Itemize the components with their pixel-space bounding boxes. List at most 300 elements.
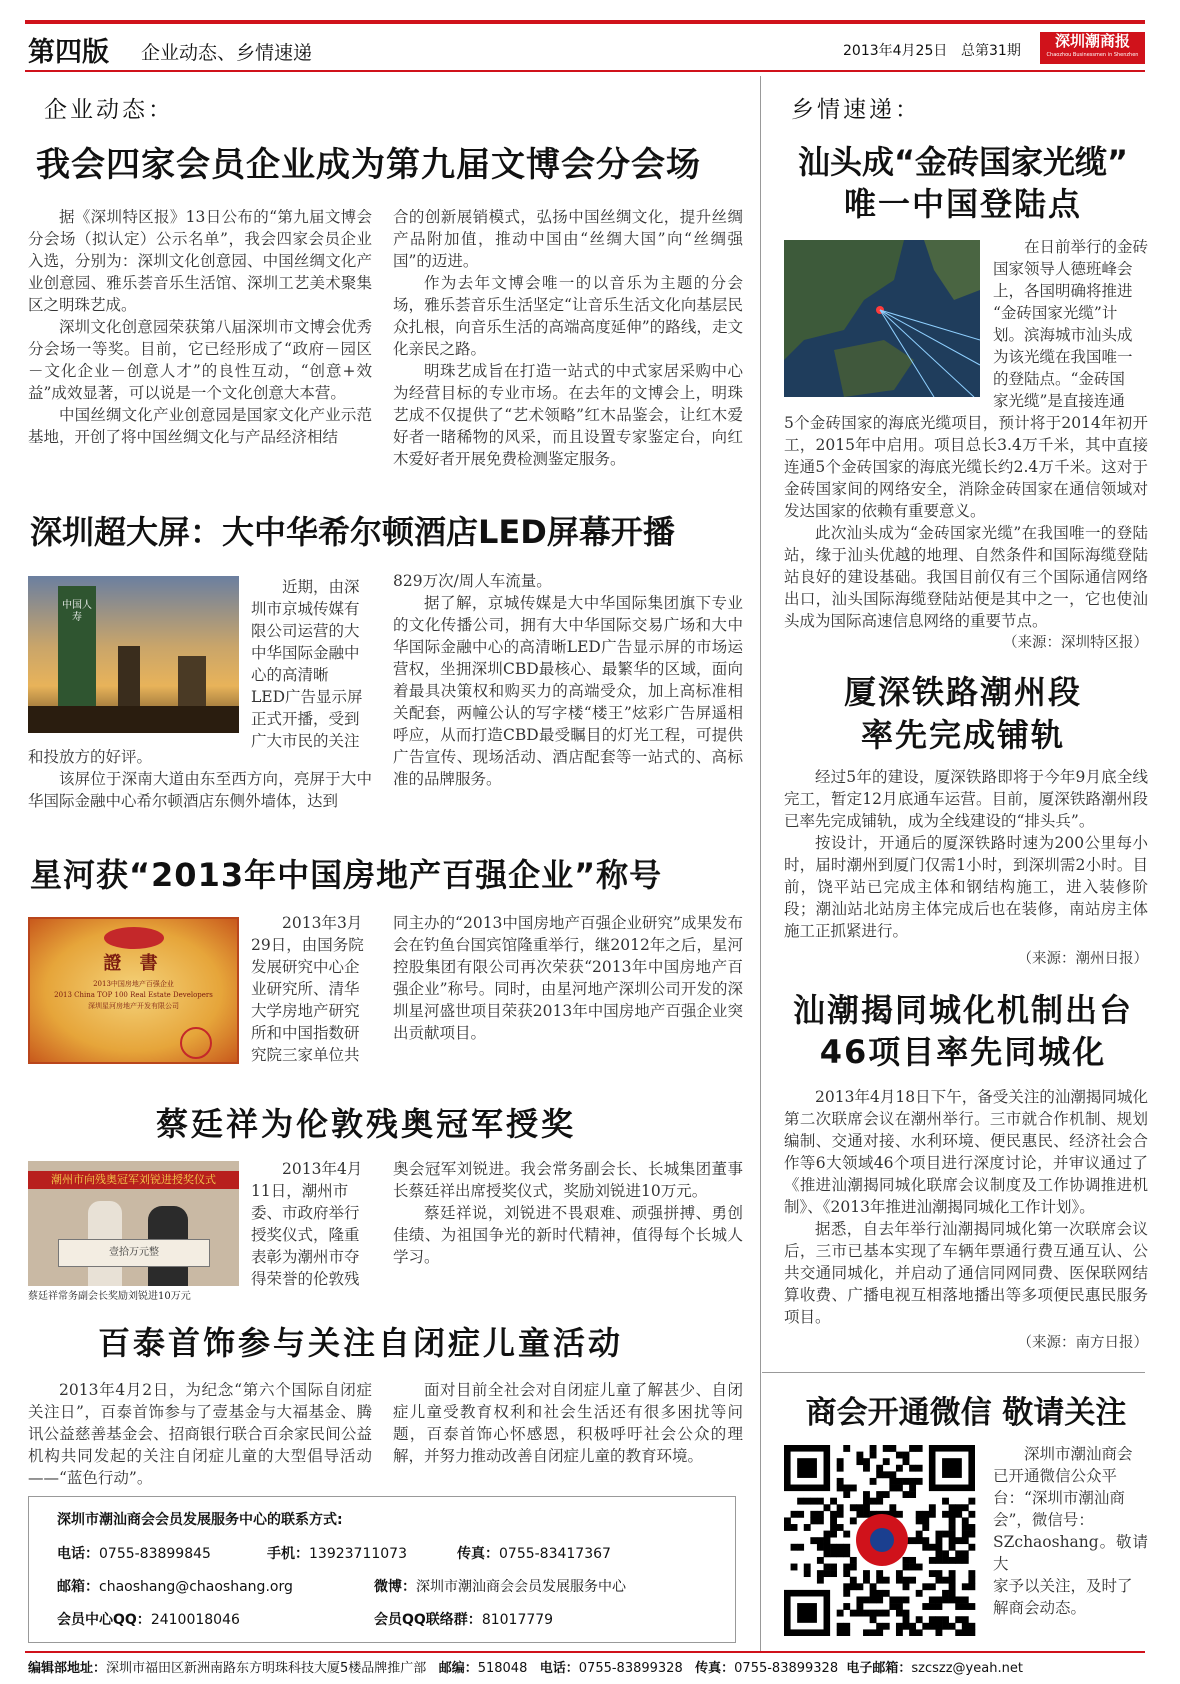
fax-value: 0755-83417367 bbox=[499, 1546, 611, 1562]
label: 电话： bbox=[539, 1661, 579, 1676]
qr-module bbox=[876, 1629, 883, 1636]
qr-module bbox=[889, 1596, 896, 1603]
paragraph: 据《深圳特区报》13日公布的“第九届文博会分会场（拟认定）公示名单”，我会四家会员企业入选，分别为：深圳文化创意园、中国丝绸文化产业创意园、雅乐荟音乐生活馆、深圳工艺美术聚集区之明珠艺成。 bbox=[28, 208, 372, 314]
qr-module bbox=[863, 1491, 870, 1498]
award-photo bbox=[28, 1161, 239, 1286]
qr-module bbox=[935, 1570, 942, 1577]
line: 29日，由国务院 bbox=[251, 936, 364, 954]
qr-module bbox=[968, 1583, 975, 1590]
qr-module bbox=[909, 1537, 916, 1544]
qr-module bbox=[876, 1623, 883, 1630]
qr-module bbox=[909, 1564, 916, 1571]
qr-module bbox=[843, 1485, 850, 1492]
footer-phone: 0755-83899328 bbox=[578, 1661, 683, 1676]
footer-bar bbox=[28, 1657, 1023, 1676]
r1-body bbox=[784, 412, 1148, 654]
line: 广大市民的关注 bbox=[251, 732, 360, 750]
qr-module bbox=[837, 1485, 844, 1492]
qr-module bbox=[903, 1491, 910, 1498]
qr-module bbox=[830, 1544, 837, 1551]
qr-module bbox=[909, 1465, 916, 1472]
qr-module bbox=[850, 1583, 857, 1590]
article3-title: 星河获“2013年中国房地产百强企业”称号 bbox=[30, 856, 663, 894]
line: 限公司运营的大 bbox=[251, 622, 360, 640]
qr-module bbox=[830, 1550, 837, 1557]
qr-module bbox=[876, 1577, 883, 1584]
qr-module bbox=[903, 1577, 910, 1584]
label: 电话： bbox=[57, 1546, 99, 1562]
paragraph: 据了解，京城传媒是大中华国际集团旗下专业的文化传播公司，拥有大中华国际交易广场和大中华国际金融中心的高清晰LED广告显示屏的市场运营权，坐拥深圳CBD最核心、最繁华的区域，面向着最具决策权和购买力的高端受众，加上高标准相关配套，两幢公认的写字楼“楼王”炫彩广告屏遥相呼应，从而打造CBD最受瞩目的灯光工程，可提供广告宣传、现场活动、酒店配套等一站式的、高标准的品牌服务。 bbox=[393, 594, 743, 788]
qr-module bbox=[863, 1458, 870, 1465]
article1-col2 bbox=[393, 206, 743, 470]
qr-module bbox=[916, 1511, 923, 1518]
qr-module bbox=[935, 1629, 942, 1636]
qr-module bbox=[804, 1498, 811, 1505]
qr-module bbox=[797, 1544, 804, 1551]
r1-source: （来源：深圳特区报） bbox=[1003, 635, 1148, 651]
qr-module bbox=[817, 1517, 824, 1524]
qr-module bbox=[896, 1610, 903, 1617]
qr-module bbox=[962, 1524, 969, 1531]
qr-module bbox=[949, 1596, 956, 1603]
qr-module bbox=[883, 1577, 890, 1584]
emblem-icon bbox=[104, 927, 164, 949]
qr-module bbox=[942, 1557, 949, 1564]
qr-module bbox=[949, 1557, 956, 1564]
award-banner: 潮州市向残奥冠军刘锐进授奖仪式 bbox=[28, 1171, 239, 1189]
line: 和投放方的好评。 bbox=[28, 748, 153, 766]
qr-module bbox=[942, 1577, 949, 1584]
email-link[interactable]: chaoshang@chaoshang.org bbox=[99, 1579, 293, 1595]
qr-module bbox=[889, 1478, 896, 1485]
line: 2013年4月 bbox=[282, 1160, 363, 1178]
line: 台：“深圳市潮汕商 bbox=[993, 1489, 1125, 1507]
certificate-photo bbox=[28, 917, 239, 1064]
qr-module bbox=[896, 1596, 903, 1603]
qr-module bbox=[955, 1629, 962, 1636]
qr-module bbox=[876, 1570, 883, 1577]
qr-module bbox=[903, 1564, 910, 1571]
qr-module bbox=[850, 1504, 857, 1511]
contact-email bbox=[57, 1576, 293, 1596]
logo-text: 深圳潮商报 bbox=[1054, 32, 1130, 50]
masthead-bottom-rule bbox=[25, 70, 1145, 72]
qr-module bbox=[935, 1623, 942, 1630]
qr-module bbox=[929, 1544, 936, 1551]
qr-module bbox=[824, 1544, 831, 1551]
label: 手机： bbox=[267, 1546, 309, 1562]
qr-module bbox=[896, 1485, 903, 1492]
article2-col2 bbox=[393, 570, 743, 790]
weibo-value: 深圳市潮汕商会会员发展服务中心 bbox=[416, 1579, 626, 1595]
qr-module bbox=[837, 1458, 844, 1465]
qr-module bbox=[903, 1583, 910, 1590]
qr-module bbox=[968, 1511, 975, 1518]
top-red-rule bbox=[25, 20, 1145, 24]
qr-module bbox=[863, 1610, 870, 1617]
paragraph: 蔡廷祥说，刘锐进不畏艰难、顽强拼搏、勇创佳绩、为祖国争光的新时代精神，值得每个长城人学习。 bbox=[393, 1204, 743, 1266]
qr-module bbox=[843, 1629, 850, 1636]
qr-module bbox=[830, 1531, 837, 1538]
qr-module bbox=[824, 1537, 831, 1544]
r3-body bbox=[784, 1086, 1148, 1354]
qr-module bbox=[968, 1498, 975, 1505]
certificate-line: 2013 China TOP 100 Real Estate Developers bbox=[54, 991, 213, 999]
qr-module bbox=[837, 1623, 844, 1630]
line: 已开通微信公众平 bbox=[993, 1467, 1118, 1485]
wechat-divider bbox=[762, 1372, 1145, 1373]
paragraph: 2013年4月18日下午，备受关注的汕潮揭同城化第二次联席会议在潮州举行。三市就合作机制、规划编制、交通对接、水利环境、便民惠民、经济社会合作等6大领域46个项目进行深度讨论，并审议通过了《推进汕潮揭同城化联席会议制度及工作协调推进机制》、《2013年推进汕潮揭同城化工作计划》。 bbox=[784, 1088, 1148, 1216]
qr-module bbox=[896, 1623, 903, 1630]
qr-module bbox=[935, 1557, 942, 1564]
qr-module bbox=[949, 1524, 956, 1531]
qr-module bbox=[916, 1629, 923, 1636]
certificate-line: 2013中国房地产百强企业 bbox=[93, 980, 174, 988]
qr-module bbox=[955, 1511, 962, 1518]
qr-module bbox=[817, 1498, 824, 1505]
qr-module bbox=[797, 1511, 804, 1518]
qr-module bbox=[791, 1524, 798, 1531]
qr-module bbox=[942, 1590, 949, 1597]
qr-module bbox=[830, 1517, 837, 1524]
qr-module bbox=[916, 1478, 923, 1485]
qr-module bbox=[922, 1524, 929, 1531]
qr-module bbox=[870, 1629, 877, 1636]
award-photo-caption: 蔡廷祥常务副会长奖励刘锐进10万元 bbox=[28, 1291, 191, 1302]
paragraph: 此次汕头成为“金砖国家光缆”在我国唯一的登陆站，缘于汕头优越的地理、自然条件和国际海缆登陆站良好的建设基础。我国目前仅有三个国际通信网络出口，汕头国际海缆登陆站便是其中之一，它也使汕头成为国际高速信息网络的重要节点。 bbox=[784, 524, 1148, 630]
hilton-led-photo bbox=[28, 576, 239, 733]
seal-icon bbox=[180, 1027, 212, 1059]
qr-module bbox=[850, 1517, 857, 1524]
contact-qq-group bbox=[374, 1609, 553, 1629]
qr-module bbox=[949, 1537, 956, 1544]
line: 会”，微信号： bbox=[993, 1511, 1094, 1529]
column-divider bbox=[760, 76, 761, 1651]
qr-module bbox=[968, 1570, 975, 1577]
paragraph: 深圳文化创意园荣获第八届深圳市文博会优秀分会场一等奖。目前，它已经形成了“政府－园区－文化企业－创意人才”的良性互动，“创意+效益”成效显著，可以说是一个文化创意大本营。 bbox=[28, 318, 372, 402]
qr-module bbox=[909, 1629, 916, 1636]
line: 解商会动态。 bbox=[993, 1599, 1087, 1617]
contact-fax bbox=[457, 1543, 611, 1563]
qr-module bbox=[962, 1550, 969, 1557]
article1-col1 bbox=[28, 206, 372, 448]
qr-module bbox=[955, 1596, 962, 1603]
qr-module bbox=[837, 1550, 844, 1557]
r4-wrap-text bbox=[993, 1443, 1148, 1619]
label: 传真： bbox=[695, 1661, 735, 1676]
qr-module bbox=[922, 1511, 929, 1518]
qr-module bbox=[843, 1603, 850, 1610]
qr-module bbox=[863, 1511, 870, 1518]
qr-module bbox=[949, 1531, 956, 1538]
qr-module bbox=[856, 1596, 863, 1603]
article3-col2 bbox=[393, 912, 743, 1044]
r3-title-line2: 46项目率先同城化 bbox=[819, 1033, 1107, 1071]
qr-module bbox=[942, 1531, 949, 1538]
qr-module bbox=[856, 1452, 863, 1459]
qr-module bbox=[922, 1583, 929, 1590]
qr-module bbox=[830, 1524, 837, 1531]
footer-address: 深圳市福田区新洲南路东方明珠科技大厦5楼品牌推广部 bbox=[106, 1661, 427, 1676]
line: 得荣誉的伦敦残 bbox=[251, 1270, 360, 1288]
paragraph: 中国丝绸文化产业创意园是国家文化产业示范基地，开创了将中国丝绸文化与产品经济相结 bbox=[28, 406, 372, 446]
qr-module bbox=[903, 1458, 910, 1465]
qr-module bbox=[784, 1524, 791, 1531]
label: 传真： bbox=[457, 1546, 499, 1562]
qr-module bbox=[856, 1610, 863, 1617]
qr-module bbox=[837, 1504, 844, 1511]
qr-module bbox=[889, 1471, 896, 1478]
line: 业研究所、清华 bbox=[251, 980, 360, 998]
qr-module bbox=[916, 1590, 923, 1597]
qr-module bbox=[896, 1570, 903, 1577]
satellite-map-graphic bbox=[784, 240, 980, 397]
qr-module bbox=[824, 1570, 831, 1577]
qr-module bbox=[962, 1537, 969, 1544]
qr-module bbox=[876, 1498, 883, 1505]
qr-module bbox=[903, 1557, 910, 1564]
qr-module bbox=[843, 1531, 850, 1538]
r3-source: （来源：南方日报） bbox=[1017, 1335, 1148, 1351]
qr-module bbox=[791, 1511, 798, 1518]
qr-module bbox=[955, 1557, 962, 1564]
line: 所和中国指数研 bbox=[251, 1024, 360, 1042]
r2-source: （来源：潮州日报） bbox=[1017, 951, 1148, 967]
qr-module bbox=[942, 1458, 962, 1478]
qr-module bbox=[824, 1550, 831, 1557]
qr-module bbox=[942, 1623, 949, 1630]
street bbox=[28, 706, 239, 733]
qr-module bbox=[850, 1564, 857, 1571]
article4-wrap-text bbox=[251, 1158, 372, 1290]
line: 发展研究中心企 bbox=[251, 958, 360, 976]
satellite-map-photo bbox=[784, 240, 980, 397]
line: 近期，由深 bbox=[282, 578, 360, 596]
line: SZchaoshang。敬请大 bbox=[993, 1533, 1148, 1573]
qr-module bbox=[955, 1537, 962, 1544]
line: 在日前举行的金砖 bbox=[1024, 238, 1149, 256]
wechat-qr-code[interactable] bbox=[784, 1445, 980, 1636]
qr-module bbox=[896, 1478, 903, 1485]
paragraph: 面对目前全社会对自闭症儿童了解甚少、自闭症儿童受教育权利和社会生活还有很多困扰等问题，百泰首饰心怀感恩，积极呼吁社会公众的理解，并努力推动改善自闭症儿童的教育环境。 bbox=[393, 1381, 743, 1465]
qr-module bbox=[949, 1504, 956, 1511]
qr-module bbox=[896, 1603, 903, 1610]
qr-module bbox=[949, 1623, 956, 1630]
qr-module bbox=[942, 1498, 949, 1505]
qr-module bbox=[837, 1524, 844, 1531]
qr-module bbox=[962, 1583, 969, 1590]
paragraph: 奥会冠军刘锐进。我会常务副会长、长城集团董事长蔡廷祥出席授奖仪式，奖励刘锐进10万元。 bbox=[393, 1160, 743, 1200]
article2-col1-bottom bbox=[28, 746, 372, 812]
qr-module bbox=[935, 1596, 942, 1603]
newspaper-logo bbox=[1040, 32, 1145, 64]
qr-module bbox=[942, 1511, 949, 1518]
qr-module bbox=[883, 1471, 890, 1478]
issue-date: 2013年4月25日 bbox=[843, 43, 948, 59]
qr-module bbox=[916, 1616, 923, 1623]
r2-body bbox=[784, 766, 1148, 970]
paragraph: 明珠艺成旨在打造一站式的中式家居采购中心为经营目标的专业市场。在去年的文博会上，明珠艺成不仅提供了“艺术领略”红木品鉴会，让红木爱好者一睹稀物的风采，而且设置专家鉴定台，向红木爱好者开展免费检测鉴定服务。 bbox=[393, 362, 743, 468]
qr-module bbox=[955, 1504, 962, 1511]
paragraph: 该屏位于深南大道由东至西方向，亮屏于大中华国际金融中心希尔顿酒店东侧外墙体，达到 bbox=[28, 770, 372, 810]
qr-module bbox=[870, 1616, 877, 1623]
qr-module bbox=[903, 1478, 910, 1485]
paragraph: 同主办的“2013中国房地产百强企业研究”成果发布会在钓鱼台国宾馆隆重举行，继2012年之后，星河控股集团有限公司再次荣获“2013年中国房地产百强企业”称号。同时，由星河地产深圳公司开发的深圳星河盛世项目荣获2013年中国房地产百强企业突出贡献项目。 bbox=[393, 914, 743, 1042]
qr-module bbox=[962, 1531, 969, 1538]
qr-module bbox=[850, 1485, 857, 1492]
qr-module bbox=[889, 1504, 896, 1511]
r1-title-line1: 汕头成“金砖国家光缆” bbox=[797, 143, 1129, 181]
line: 表彰为潮州市夺 bbox=[251, 1248, 360, 1266]
oversized-check: 壹拾万元整 bbox=[58, 1239, 210, 1267]
qr-module bbox=[870, 1596, 877, 1603]
r1-title-line2: 唯一中国登陆点 bbox=[843, 185, 1082, 223]
qr-module bbox=[949, 1583, 956, 1590]
qr-module bbox=[909, 1445, 916, 1452]
qr-module bbox=[929, 1596, 936, 1603]
qr-module bbox=[804, 1570, 811, 1577]
qr-module bbox=[935, 1616, 942, 1623]
qr-module bbox=[962, 1603, 969, 1610]
qr-module bbox=[863, 1498, 870, 1505]
qr-code-graphic bbox=[784, 1445, 980, 1636]
phone-value: 0755-83899845 bbox=[99, 1546, 211, 1562]
line: 划。滨海城市汕头成 bbox=[993, 326, 1133, 344]
qr-module bbox=[856, 1504, 863, 1511]
qr-module bbox=[824, 1531, 831, 1538]
qr-module bbox=[949, 1544, 956, 1551]
qr-module bbox=[870, 1590, 877, 1597]
footer-email[interactable]: szcszz@yeah.net bbox=[911, 1661, 1023, 1676]
label: 邮箱： bbox=[57, 1579, 99, 1595]
qr-module bbox=[837, 1465, 844, 1472]
qr-module bbox=[870, 1452, 877, 1459]
qr-module bbox=[870, 1610, 877, 1617]
qr-module bbox=[935, 1544, 942, 1551]
qr-module bbox=[922, 1517, 929, 1524]
qq-value: 2410018046 bbox=[150, 1612, 240, 1628]
issue-number: 总第31期 bbox=[961, 43, 1021, 59]
qr-module bbox=[916, 1445, 923, 1452]
logo-subtitle: Chaozhou Businessmen in Shenzhen bbox=[1046, 52, 1139, 58]
article1-title: 我会四家会员企业成为第九届文博会分会场 bbox=[36, 145, 701, 185]
footer-zip: 518048 bbox=[477, 1661, 528, 1676]
qr-module bbox=[804, 1524, 811, 1531]
paragraph: 829万次/周人车流量。 bbox=[393, 572, 552, 590]
qr-module bbox=[843, 1570, 850, 1577]
right-section-title: 乡情速递： bbox=[791, 97, 921, 123]
qr-module bbox=[962, 1557, 969, 1564]
line: 家予以关注，及时了 bbox=[993, 1577, 1133, 1595]
paragraph: 合的创新展销模式，弘扬中国丝绸文化，提升丝绸产品附加值，推动中国由“丝绸大国”向“丝绸强国”的迈进。 bbox=[393, 208, 743, 270]
qr-module bbox=[876, 1590, 883, 1597]
qr-module bbox=[856, 1583, 863, 1590]
article5-col1 bbox=[28, 1379, 372, 1489]
qr-module bbox=[922, 1544, 929, 1551]
qr-module bbox=[843, 1590, 850, 1597]
qr-module bbox=[968, 1531, 975, 1538]
qr-module bbox=[962, 1629, 969, 1636]
qr-module bbox=[929, 1570, 936, 1577]
qr-module bbox=[903, 1596, 910, 1603]
paragraph: 据悉，自去年举行汕潮揭同城化第一次联席会议后，三市已基本实现了车辆年票通行费互通互认、公共交通同城化，并启动了通信同网同费、医保联网结算收费、广播电视互相落地播出等多项便民惠民服务项目。 bbox=[784, 1220, 1148, 1326]
qr-module bbox=[856, 1458, 863, 1465]
qr-module bbox=[949, 1570, 956, 1577]
qr-module bbox=[942, 1550, 949, 1557]
qr-module bbox=[889, 1485, 896, 1492]
qr-module bbox=[929, 1504, 936, 1511]
qr-module bbox=[883, 1458, 890, 1465]
qr-module bbox=[830, 1570, 837, 1577]
article3-wrap-text bbox=[251, 912, 372, 1066]
section-label: 企业动态、乡情速递 bbox=[141, 42, 313, 64]
qr-module bbox=[837, 1478, 844, 1485]
qr-module bbox=[968, 1629, 975, 1636]
land bbox=[924, 240, 980, 300]
qr-module bbox=[863, 1465, 870, 1472]
qr-module bbox=[791, 1564, 798, 1571]
contact-title: 深圳市潮汕商会会员发展服务中心的联系方式: bbox=[57, 1512, 343, 1528]
qr-module bbox=[962, 1623, 969, 1630]
qr-center-logo-core bbox=[870, 1528, 894, 1552]
qr-module bbox=[929, 1511, 936, 1518]
qr-module bbox=[903, 1616, 910, 1623]
contact-weibo bbox=[374, 1576, 626, 1596]
qr-module bbox=[817, 1511, 824, 1518]
qr-module bbox=[843, 1564, 850, 1571]
qr-module bbox=[856, 1603, 863, 1610]
qr-module bbox=[896, 1577, 903, 1584]
qr-module bbox=[968, 1623, 975, 1630]
cable-line bbox=[880, 310, 980, 340]
qr-module bbox=[922, 1603, 929, 1610]
qr-module bbox=[935, 1550, 942, 1557]
paragraph: 作为去年文博会唯一的以音乐为主题的分会场，雅乐荟音乐生活坚定“让音乐生活文化向基层民众扎根，向音乐生活的高端高度延伸”的路线，走文化亲民之路。 bbox=[393, 274, 743, 358]
line: 深圳市潮汕商会 bbox=[1024, 1445, 1133, 1463]
qr-module bbox=[955, 1603, 962, 1610]
qr-module bbox=[817, 1570, 824, 1577]
qr-module bbox=[883, 1590, 890, 1597]
line: 授奖仪式，隆重 bbox=[251, 1226, 360, 1244]
paragraph: 经过5年的建设，厦深铁路即将于今年9月底全线完工，暂定12月底通车运营。目前，厦深铁路潮州段已率先完成铺轨，成为全线建设的“排头兵”。 bbox=[784, 768, 1148, 830]
qr-module bbox=[876, 1491, 883, 1498]
qr-module bbox=[896, 1629, 903, 1636]
r4-title: 商会开通微信 敬请关注 bbox=[805, 1395, 1127, 1431]
line: “金砖国家光缆”计 bbox=[993, 304, 1118, 322]
paragraph: 2013年4月2日，为纪念“第六个国际自闭症关注日”，百泰首饰参与了壹基金与大福基金、腾讯公益慈善基金会、招商银行联合百余家民间公益机构共同发起的关注自闭症儿童的大型倡导活动——“蓝色行动”。 bbox=[28, 1381, 372, 1487]
qr-module bbox=[830, 1564, 837, 1571]
qr-module bbox=[968, 1524, 975, 1531]
qr-module bbox=[810, 1511, 817, 1518]
qr-module bbox=[876, 1596, 883, 1603]
qr-module bbox=[843, 1550, 850, 1557]
qr-module bbox=[916, 1537, 923, 1544]
qr-module bbox=[903, 1452, 910, 1459]
qr-module bbox=[922, 1623, 929, 1630]
tower-sign: 中国人寿 bbox=[62, 600, 92, 623]
qr-module bbox=[863, 1570, 870, 1577]
qr-module bbox=[929, 1623, 936, 1630]
qr-module bbox=[791, 1544, 798, 1551]
qr-module bbox=[784, 1517, 791, 1524]
label: 电子邮箱： bbox=[846, 1661, 912, 1676]
qr-module bbox=[935, 1537, 942, 1544]
label: 会员中心QQ： bbox=[57, 1612, 151, 1628]
qr-module bbox=[949, 1517, 956, 1524]
r2-title-line1: 厦深铁路潮州段 bbox=[843, 673, 1082, 711]
qr-module bbox=[843, 1445, 850, 1452]
edition-label: 第四版 bbox=[28, 37, 109, 68]
